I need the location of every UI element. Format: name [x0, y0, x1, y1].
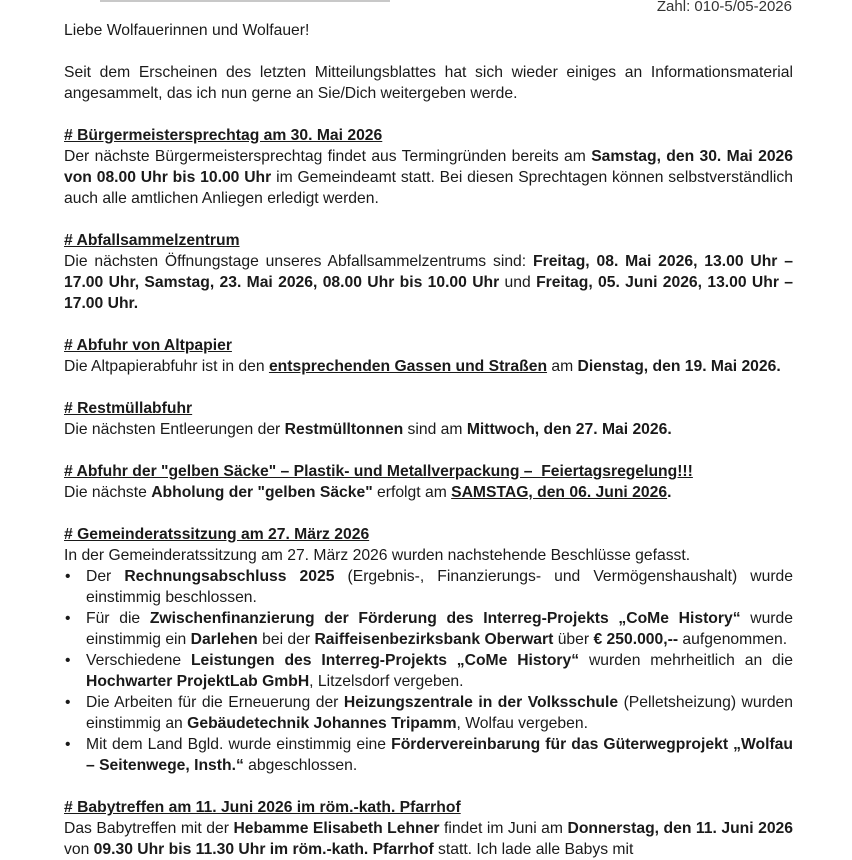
text-run: , Wolfau vergeben. [456, 715, 588, 732]
letter-body [64, 20, 793, 860]
text-run: aufgenommen. [678, 631, 788, 648]
section-heading: # Gemeinderatssitzung am 27. März 2026 [64, 526, 370, 543]
text-run: im Gemeindeamt statt. Bei diesen Sprechtagen können selbstverständlich auch alle amtlichen Anliegen erledigt werden. [64, 169, 793, 207]
emphasis-date: Dienstag, den 19. Mai 2026. [577, 358, 781, 375]
text-run: wurden mehrheitlich an die [579, 652, 793, 669]
list-item [64, 608, 793, 650]
text-run: statt. Ich lade alle Babys mit [433, 841, 634, 858]
section-restmuell [64, 398, 793, 440]
emphasis-bins: Restmülltonnen [284, 421, 404, 438]
text-run: wurde einstimmig ein [86, 610, 793, 648]
emphasis: Hochwarter ProjektLab GmbH [86, 673, 310, 690]
intro-paragraph: Seit dem Erscheinen des letzten Mitteilungsblattes hat sich wieder einiges an Informationsmaterial angesammelt, das ich nun gerne an Sie/Dich weitergeben werde. [64, 64, 793, 102]
section-gelbe-saecke [64, 461, 793, 503]
emphasis-dates: Freitag, 08. Mai 2026, 13.00 Uhr – 17.00 Uhr, Samstag, 23. Mai 2026, 08.00 Uhr bis 10.00 Uhr [64, 253, 793, 291]
section-heading: # Abfallsammelzentrum [64, 232, 240, 249]
text-run: Verschiedene [86, 652, 191, 669]
text-run: Die nächste [64, 484, 152, 501]
emphasis: Rechnungsabschluss 2025 [124, 568, 335, 585]
text-run: und [499, 274, 537, 291]
section-heading: # Babytreffen am 11. Juni 2026 im röm.-kath. Pfarrhof [64, 799, 461, 816]
emphasis: Heizungszentrale in der Volksschule [343, 694, 619, 711]
section-text [64, 356, 793, 377]
emphasis: Zwischenfinanzierung der Förderung des Interreg-Projekts „CoMe History“ [149, 610, 741, 627]
emphasis-date: Donnerstag, den 11. Juni 2026 [567, 820, 793, 837]
list-item [64, 650, 793, 692]
section-text [64, 146, 793, 209]
section-text [64, 251, 793, 314]
text-run: bei der [257, 631, 315, 648]
text-run: Die Arbeiten für die Erneuerung der [86, 694, 344, 711]
section-heading: # Bürgermeistersprechtag am 30. Mai 2026 [64, 127, 383, 144]
text-run: (Pelletsheizung) wurden einstimmig an [86, 694, 793, 732]
emphasis: Darlehen [190, 631, 258, 648]
emphasis-time-place: 09.30 Uhr bis 11.30 Uhr im röm.-kath. Pfarrhof [93, 841, 434, 858]
greeting: Liebe Wolfauerinnen und Wolfauer! [64, 22, 310, 39]
section-text [64, 419, 793, 440]
text-run: , Litzelsdorf vergeben. [309, 673, 464, 690]
text-run: Mit dem Land Bgld. wurde einstimmig eine [86, 736, 392, 753]
section-heading: # Abfuhr der "gelben Säcke" – Plastik- und Metallverpackung – Feiertagsregelung!!! [64, 463, 693, 480]
emphasis-streets: entsprechenden Gassen und Straßen [268, 358, 548, 375]
emphasis-pickup: Abholung der "gelben Säcke" [151, 484, 373, 501]
text-run: abgeschlossen. [243, 757, 358, 774]
section-text [64, 482, 793, 503]
reference-number: Zahl: 010-5/05-2026 [656, 0, 792, 15]
section-lead: In der Gemeinderatssitzung am 27. März 2026 wurden nachstehende Beschlüsse gefasst. [64, 547, 691, 564]
text-run: erfolgt am [372, 484, 452, 501]
emphasis-date: Mittwoch, den 27. Mai 2026. [466, 421, 672, 438]
list-item [64, 566, 793, 608]
section-heading: # Abfuhr von Altpapier [64, 337, 232, 354]
emphasis-amount: € 250.000,-- [593, 631, 679, 648]
section-abfallsammelzentrum [64, 230, 793, 314]
emphasis-date: Freitag, 05. Juni 2026, 13.00 Uhr – 17.00 Uhr. [64, 274, 793, 312]
section-altpapier [64, 335, 793, 377]
text-run: . [667, 484, 672, 501]
text-run: (Ergebnis-, Finanzierungs- und Vermögenshaushalt) wurde einstimmig beschlossen. [86, 568, 794, 606]
emphasis: Raiffeisenbezirksbank Oberwart [314, 631, 554, 648]
emphasis: Gebäudetechnik Johannes Tripamm [187, 715, 457, 732]
emphasis-date: Samstag, den 30. Mai 2026 von 08.00 Uhr bis 10.00 Uhr [64, 148, 794, 186]
section-babytreffen [64, 797, 793, 860]
section-gemeinderatssitzung [64, 524, 793, 776]
emphasis: Leistungen des Interreg-Projekts „CoMe History“ [190, 652, 580, 669]
text-run: über [553, 631, 594, 648]
section-text [64, 818, 793, 860]
text-run: von [64, 841, 94, 858]
text-run: Für die [86, 610, 150, 627]
text-run: Die Altpapierabfuhr ist in den [64, 358, 269, 375]
text-run: findet im Juni am [439, 820, 568, 837]
list-item [64, 734, 793, 776]
decision-list [64, 566, 793, 776]
emphasis-date: SAMSTAG, den 06. Juni 2026 [451, 484, 668, 501]
section-buergermeistersprechtag [64, 125, 793, 209]
header-rule [100, 0, 390, 2]
text-run: Der [86, 568, 125, 585]
list-item [64, 692, 793, 734]
emphasis: Fördervereinbarung für das Güterwegprojekt „Wolfau – Seitenwege, Insth.“ [86, 736, 793, 774]
emphasis: Hebamme Elisabeth Lehner [233, 820, 440, 837]
text-run: Der nächste Bürgermeistersprechtag findet aus Termingründen bereits am [64, 148, 592, 165]
text-run: am [547, 358, 578, 375]
text-run: Das Babytreffen mit der [64, 820, 234, 837]
text-run: Die nächsten Öffnungstage unseres Abfallsammelzentrums sind: [64, 253, 533, 270]
text-run: sind am [403, 421, 467, 438]
section-heading: # Restmüllabfuhr [64, 400, 193, 417]
text-run: Die nächsten Entleerungen der [64, 421, 285, 438]
